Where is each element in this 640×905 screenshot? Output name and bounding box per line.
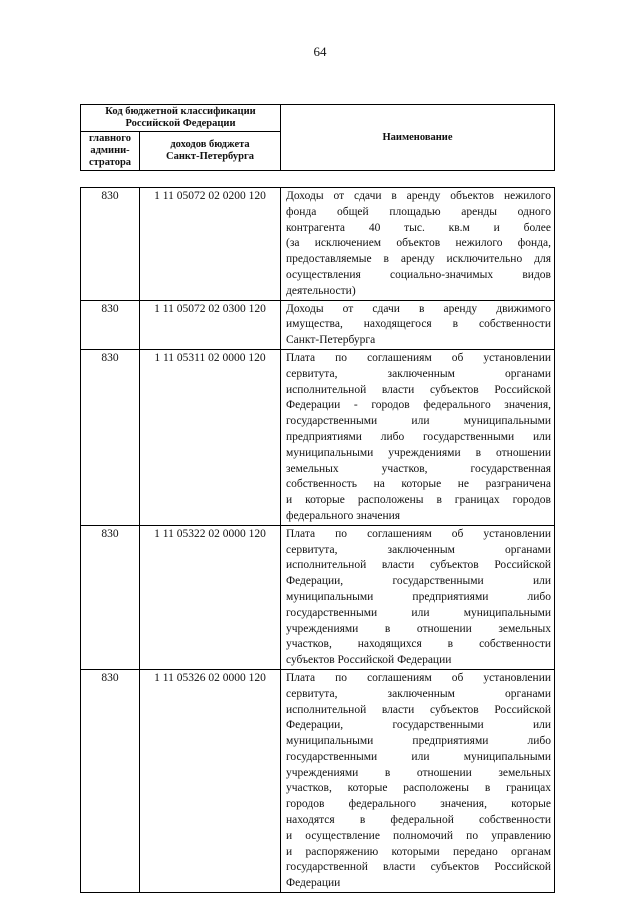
admin-column-header [81, 132, 140, 171]
name-cell [281, 300, 555, 349]
name-cell [281, 349, 555, 525]
name-line: учреждениями в отношении земельных [286, 766, 551, 779]
name-line: муниципальными учреждениями в отношении [286, 446, 551, 459]
admin-header-line3: стратора [88, 157, 132, 168]
name-line: Санкт-Петербурга [286, 334, 376, 347]
income-header-line2: Санкт-Петербурга [165, 151, 255, 162]
income-code-cell: 1 11 05322 02 0000 120 [140, 525, 281, 669]
name-line: учреждениями в отношении земельных [286, 622, 551, 635]
name-line: городов федерального значения, которые [286, 798, 551, 811]
table-row [81, 349, 555, 525]
name-line: земельных участков, государственная [286, 462, 551, 475]
admin-code-cell: 830 [81, 300, 140, 349]
table-row [81, 300, 555, 349]
name-line: и распоряжению которыми передано органам [286, 845, 551, 858]
admin-code-cell: 830 [81, 669, 140, 892]
admin-code-cell: 830 [81, 349, 140, 525]
name-line: Плата по соглашениям об установлении [286, 351, 551, 364]
name-cell [281, 669, 555, 892]
name-line: субъектов Российской Федерации [286, 654, 452, 667]
name-line: находятся в федеральной собственности [286, 814, 551, 827]
name-line: исполнительной власти субъектов Российской [286, 703, 551, 716]
name-line: собственность на которые не разграничена [286, 478, 551, 491]
revenue-table [80, 187, 555, 893]
income-code-cell: 1 11 05311 02 0000 120 [140, 349, 281, 525]
name-line: муниципальными предприятиями либо [286, 590, 551, 603]
income-column-header [140, 132, 281, 171]
admin-header-line1: главного [88, 133, 132, 144]
name-line: Федерации, государственными или [286, 719, 551, 732]
name-line: (за исключением объектов нежилого фонда, [286, 237, 551, 250]
budget-code-group-header [81, 105, 281, 132]
name-line: Федерации [286, 877, 341, 890]
name-line: деятельности) [286, 284, 356, 297]
name-line: исполнительной власти субъектов Российской [286, 383, 551, 396]
name-line: Доходы от сдачи в аренду движимого [286, 302, 551, 315]
name-line: осуществления социально-значимых видов [286, 268, 551, 281]
table-row [81, 669, 555, 892]
table-row [81, 525, 555, 669]
admin-code-cell: 830 [81, 188, 140, 301]
name-line: Федерации, государственными или [286, 575, 551, 588]
page-number: 64 [313, 44, 327, 59]
name-line: предоставляемые в аренду исключительно для [286, 253, 551, 266]
name-line: Федерации - городов федерального значения, [286, 399, 551, 412]
name-line: и осуществление полномочий по управлению [286, 829, 551, 842]
name-line: федерального значения [286, 509, 401, 522]
name-line: предприятиями либо государственными или [286, 430, 551, 443]
name-cell [281, 525, 555, 669]
name-line: государственными или муниципальными [286, 606, 551, 619]
name-line: государственными или муниципальными [286, 750, 551, 763]
income-header-line1: доходов бюджета [170, 139, 250, 150]
income-code-cell: 1 11 05072 02 0200 120 [140, 188, 281, 301]
income-code-cell: 1 11 05072 02 0300 120 [140, 300, 281, 349]
name-line: имущества, находящегося в собственности [286, 318, 551, 331]
name-line: государственной власти субъектов Российской [286, 861, 551, 874]
name-line: участков, которые расположены в границах [286, 782, 551, 795]
name-line: и которые расположены в границах городов [286, 494, 551, 507]
name-line: Плата по соглашениям об установлении [286, 671, 551, 684]
group-title-line1: Код бюджетной классификации [105, 106, 256, 117]
header-table [80, 104, 555, 171]
name-line: сервитута, заключенным органами [286, 367, 551, 380]
income-code-cell: 1 11 05326 02 0000 120 [140, 669, 281, 892]
name-line: исполнительной власти субъектов Российской [286, 559, 551, 572]
name-column-header: Наименование [281, 105, 555, 171]
name-line: контрагента 40 тыс. кв.м и более [286, 221, 551, 234]
name-line: государственными или муниципальными [286, 415, 551, 428]
admin-header-line2: админи- [90, 145, 130, 156]
name-line: муниципальными предприятиями либо [286, 735, 551, 748]
name-line: Доходы от сдачи в аренду объектов нежилого [286, 190, 551, 202]
name-line: сервитута, заключенным органами [286, 543, 551, 556]
name-line: Плата по соглашениям об установлении [286, 527, 551, 540]
name-line: сервитута, заключенным органами [286, 687, 551, 700]
table-row [81, 188, 555, 301]
name-line: участков, находящихся в собственности [286, 638, 551, 651]
name-cell [281, 188, 555, 301]
admin-code-cell: 830 [81, 525, 140, 669]
name-line: фонда общей площадью аренды одного [286, 205, 551, 218]
group-title-line2: Российской Федерации [125, 118, 236, 129]
